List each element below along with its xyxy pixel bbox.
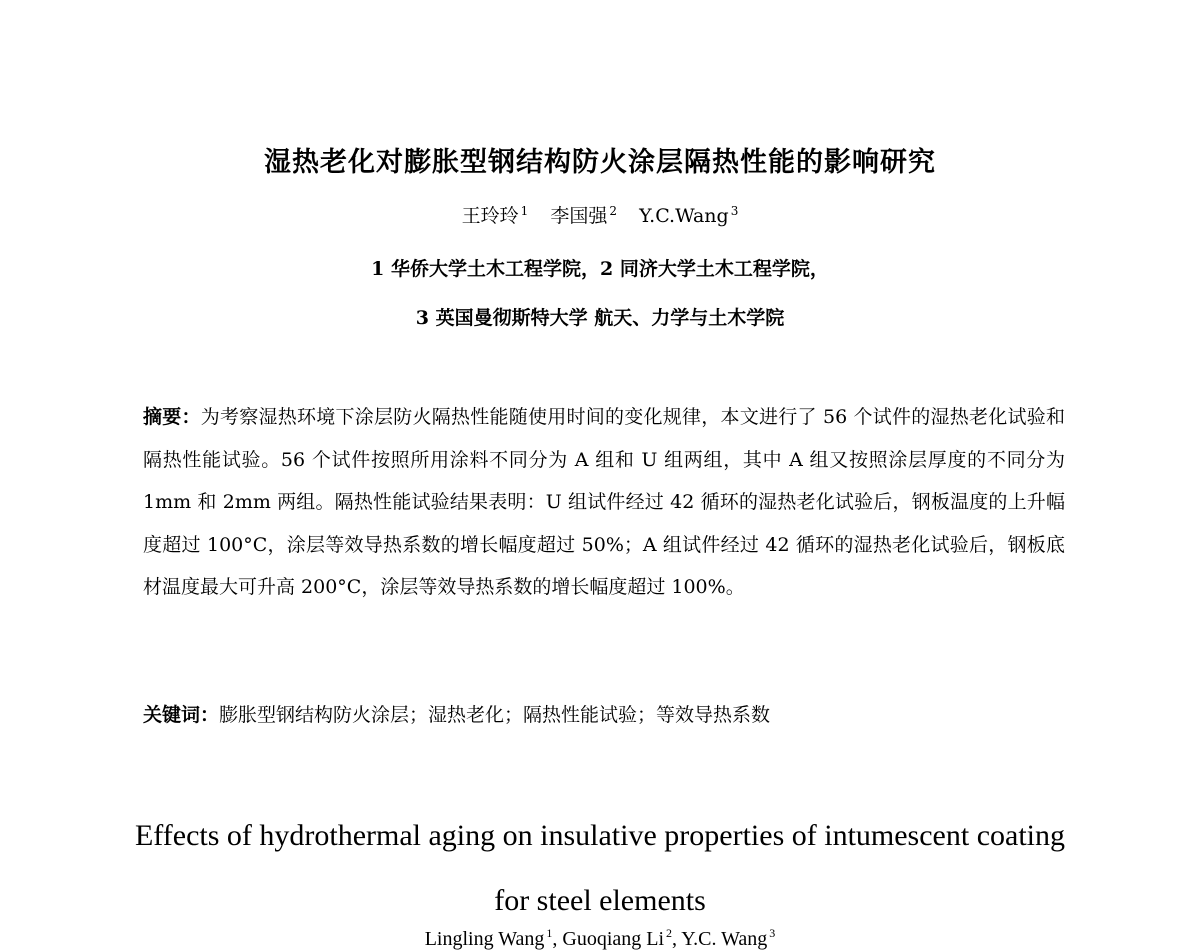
author-name: Lingling Wang: [424, 928, 545, 950]
author-separator: ,: [672, 928, 682, 950]
author-name: Y.C.Wang: [639, 205, 729, 227]
author-name: Y.C. Wang: [681, 928, 768, 950]
author-affiliation-mark: 2: [666, 926, 673, 941]
keywords-text: 膨胀型钢结构防火涂层；湿热老化；隔热性能试验；等效导热系数: [219, 704, 771, 726]
affiliation-line: 1 华侨大学土木工程学院，2 同济大学土木工程学院，: [371, 258, 829, 280]
author-separator: ,: [552, 928, 563, 950]
author-affiliation-mark: 3: [769, 926, 776, 941]
affiliation-line: 3 英国曼彻斯特大学 航天、力学与土木学院: [415, 307, 785, 329]
paper-title-chinese: 湿热老化对膨胀型钢结构防火涂层隔热性能的影响研究: [264, 147, 936, 178]
author-affiliation-mark: 1: [546, 926, 553, 941]
paper-title-english: Effects of hydrothermal aging on insulative properties of intumescent coating for steel elements: [134, 819, 1065, 917]
author-list-english: [0, 928, 1200, 951]
author-name: 李国强: [550, 205, 608, 227]
abstract-text: 为考察湿热环境下涂层防火隔热性能随使用时间的变化规律，本文进行了 56 个试件的湿热老化试验和隔热性能试验。56 个试件按照所用涂料不同分为 A 组和 U 组两组，其中 A 组又按照涂层厚度的不同分为 1mm 和 2mm 两组。隔热性能试验结果表明：U 组试件经过 42 循环的湿热老化试验后，钢板温度的上升幅度超过 100°C，涂层等效导热系数的增长幅度超过 50%；A 组试件经过 42 循环的湿热老化试验后，钢板底材温度最大可升高 200°C，涂层等效导热系数的增长幅度超过 100%。: [143, 406, 1065, 598]
author-affiliation-mark: 2: [609, 203, 618, 218]
keywords-chinese: [143, 700, 1065, 727]
keywords-label: 关键词：: [143, 704, 220, 726]
abstract-chinese: [143, 396, 1065, 609]
author-name: Guoqiang Li: [562, 928, 665, 950]
abstract-label: 摘要：: [143, 406, 201, 428]
author-list-chinese: [0, 201, 1200, 228]
author-affiliation-mark: 3: [730, 203, 739, 218]
author-affiliation-mark: 1: [520, 203, 529, 218]
author-name: 王玲玲: [461, 205, 519, 227]
